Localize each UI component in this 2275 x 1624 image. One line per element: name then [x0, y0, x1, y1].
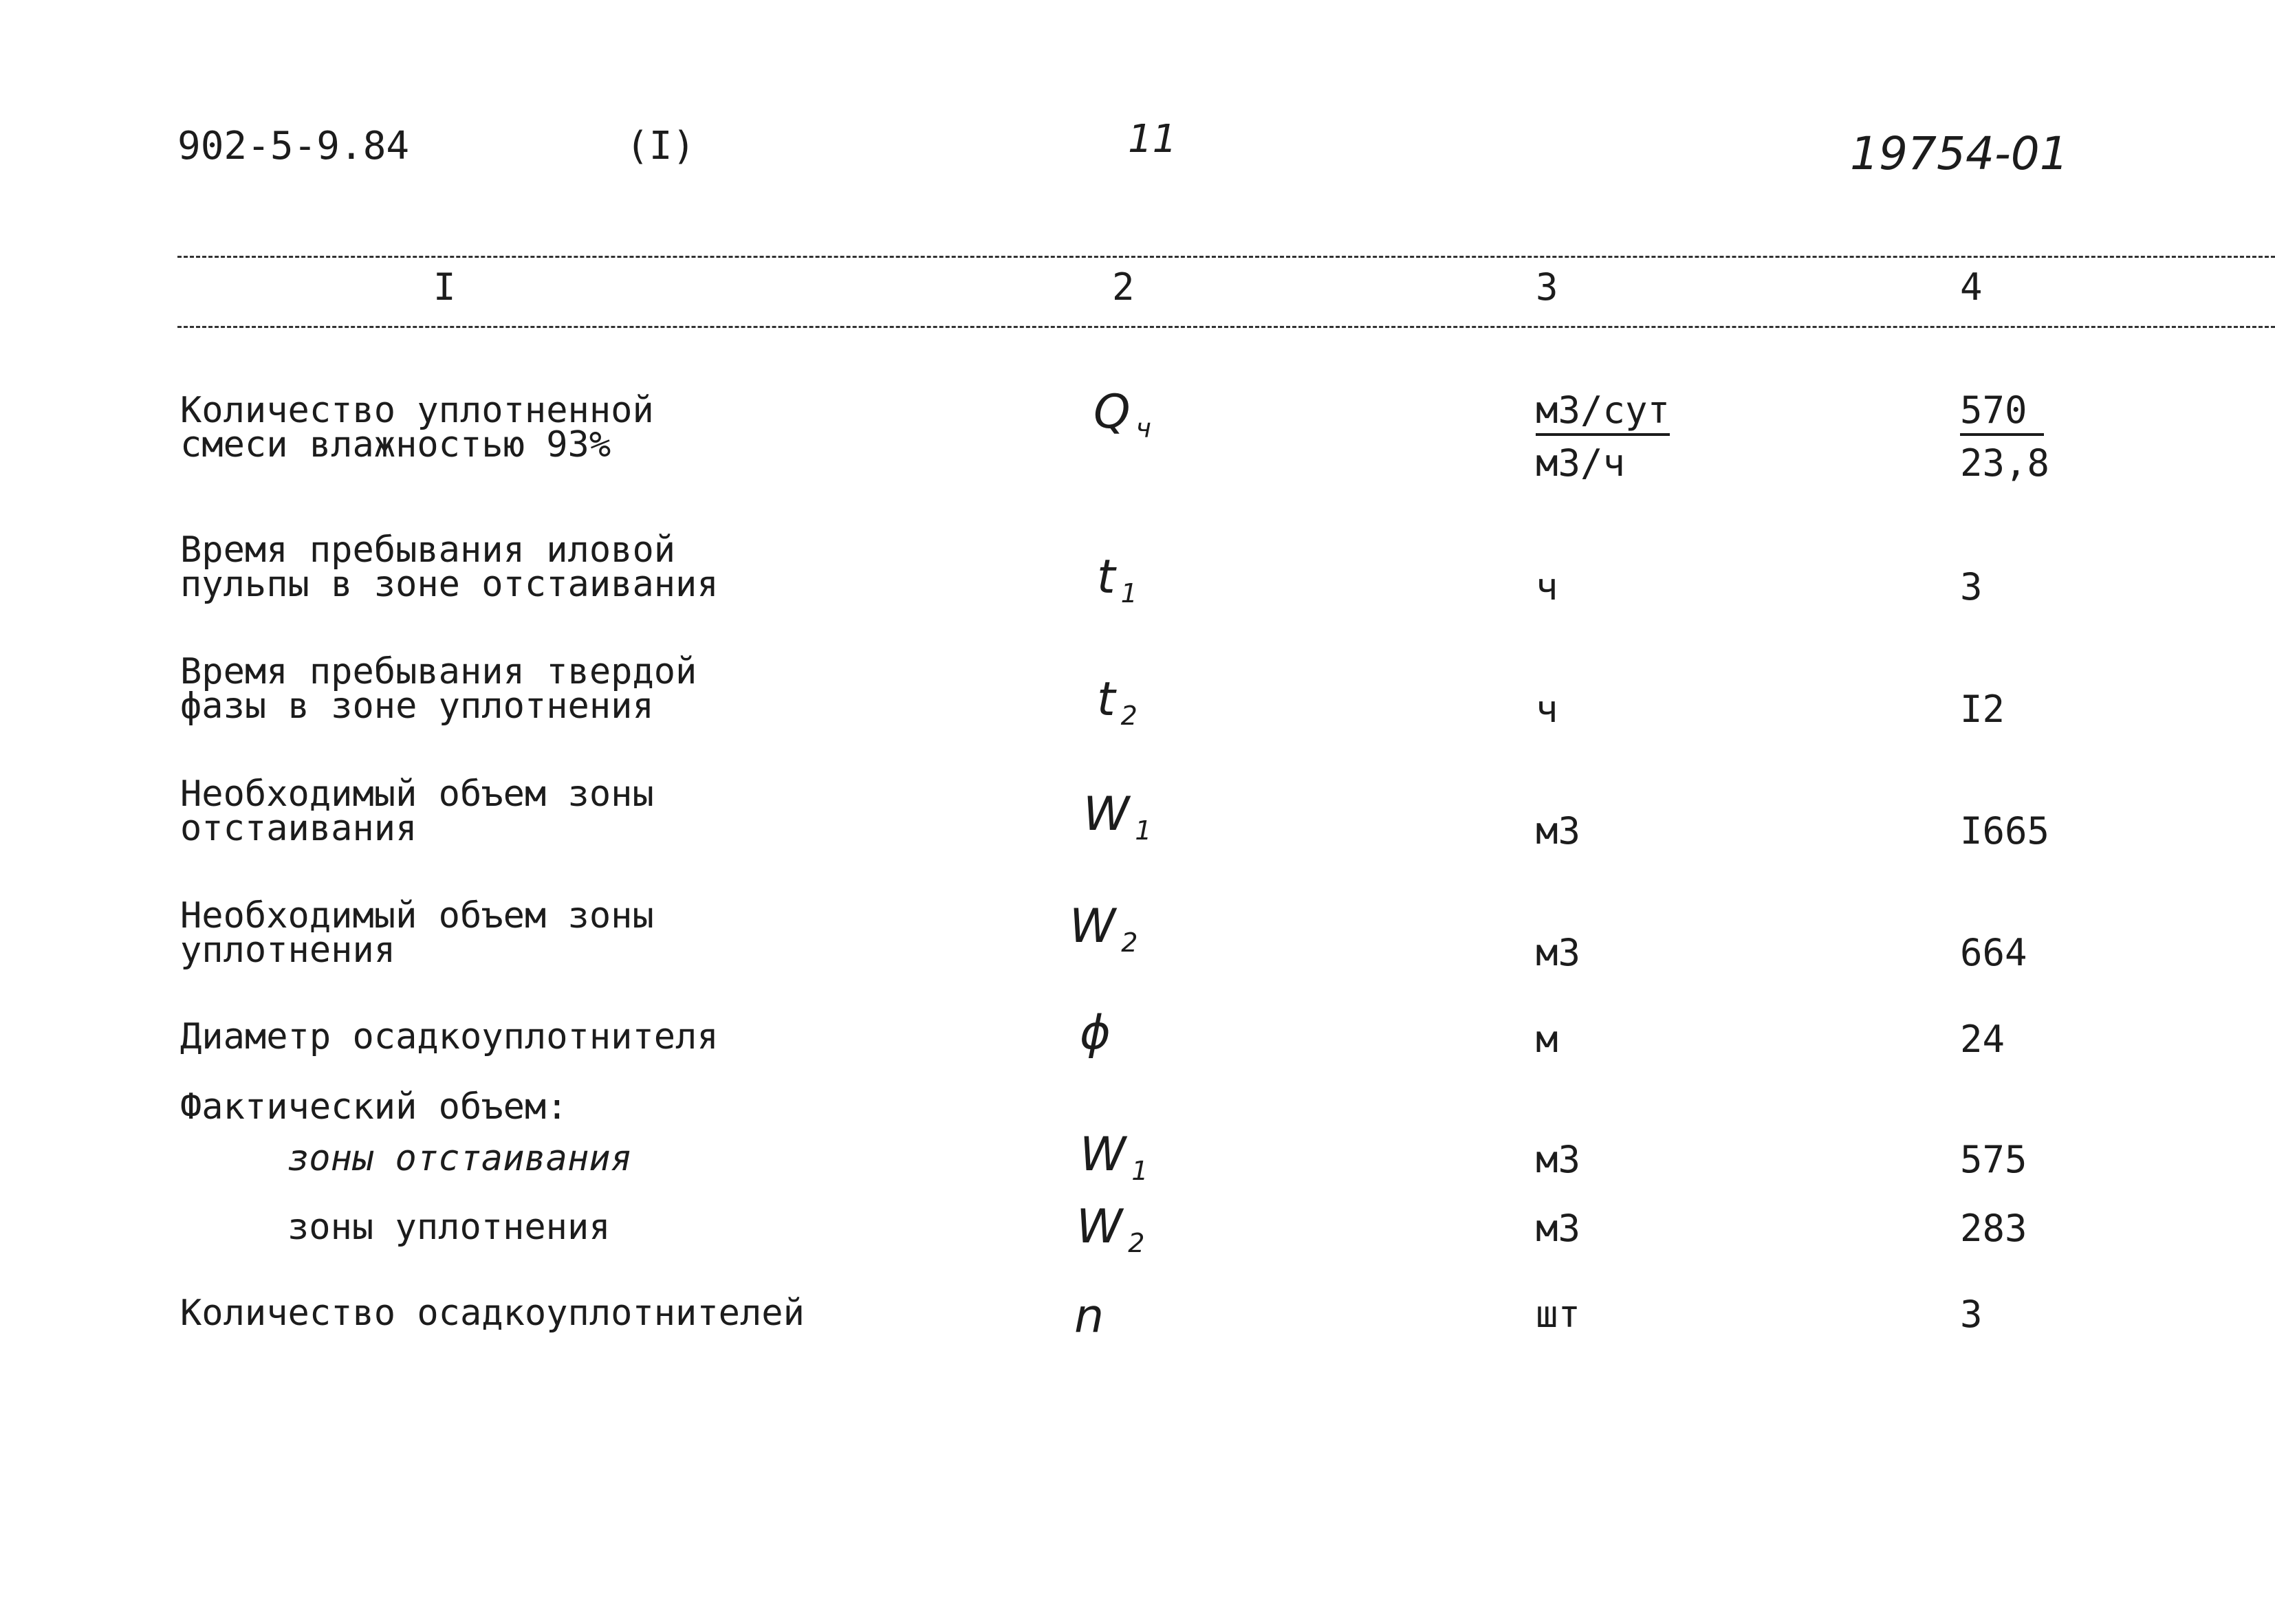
row-value: 3 — [1960, 565, 1983, 608]
row-value: 3 — [1960, 1293, 1983, 1336]
row-value: 24 — [1960, 1018, 2005, 1061]
row-value: I665 — [1960, 809, 2050, 853]
row-symbol: W $_2$ — [1076, 1200, 1145, 1258]
page-number: 11 — [1128, 117, 1177, 162]
row-label: Время пребывания твердой фазы в зоне уплотнения — [180, 651, 697, 727]
column-header-4: 4 — [1960, 265, 1983, 309]
section-heading: Фактический объем: — [180, 1086, 568, 1128]
row-value: 664 — [1960, 931, 2027, 974]
archive-number: 19754-01 — [1850, 127, 2069, 180]
header-rule-bottom — [177, 326, 2275, 328]
row-unit: шт — [1536, 1293, 1581, 1336]
row-unit: м3 — [1536, 1138, 1581, 1181]
row-label: Количество уплотненной смеси влажностью 93% — [180, 390, 654, 465]
row-label: зоны отстаивания — [287, 1138, 632, 1179]
header-rule-top — [177, 256, 2275, 258]
column-header-1: I — [433, 265, 456, 309]
row-label: Необходимый объем зоны уплотнения — [180, 895, 654, 971]
column-header-3: 3 — [1536, 265, 1558, 309]
row-symbol: ϕ — [1080, 1006, 1111, 1060]
doc-part: (I) — [626, 124, 696, 168]
row-label: Количество осадкоуплотнителей — [180, 1293, 805, 1334]
row-label: Время пребывания иловой пульпы в зоне отстаивания — [180, 529, 719, 605]
row-label: Диаметр осадкоуплотнителя — [180, 1016, 719, 1057]
doc-code: 902-5-9.84 — [177, 124, 410, 168]
row-label: Необходимый объем зоны отстаивания — [180, 773, 654, 849]
row-symbol: W $_2$ — [1069, 899, 1138, 958]
row-value: 575 — [1960, 1138, 2027, 1181]
row-unit: ч — [1536, 565, 1558, 608]
row-symbol: W $_1$ — [1083, 787, 1152, 846]
row-unit: м3 — [1536, 1207, 1581, 1250]
row-symbol: t $_1$ — [1097, 550, 1138, 608]
row-value: I2 — [1960, 688, 2005, 731]
row-symbol: Q $_ч$ — [1093, 385, 1151, 443]
column-header-2: 2 — [1112, 265, 1135, 309]
row-unit: ч — [1536, 688, 1558, 731]
row-symbol: t $_2$ — [1097, 672, 1138, 731]
row-unit: м3 — [1536, 809, 1581, 853]
row-unit: м3 — [1536, 931, 1581, 974]
row-symbol: W $_1$ — [1080, 1128, 1149, 1186]
row-value: 283 — [1960, 1207, 2027, 1250]
row-symbol: n — [1074, 1289, 1104, 1343]
row-unit: м — [1536, 1018, 1558, 1061]
row-value-fraction: 570 23,8 — [1960, 388, 2050, 485]
row-unit-fraction: м3/сут м3/ч — [1536, 388, 1670, 485]
row-label: зоны уплотнения — [287, 1207, 611, 1248]
